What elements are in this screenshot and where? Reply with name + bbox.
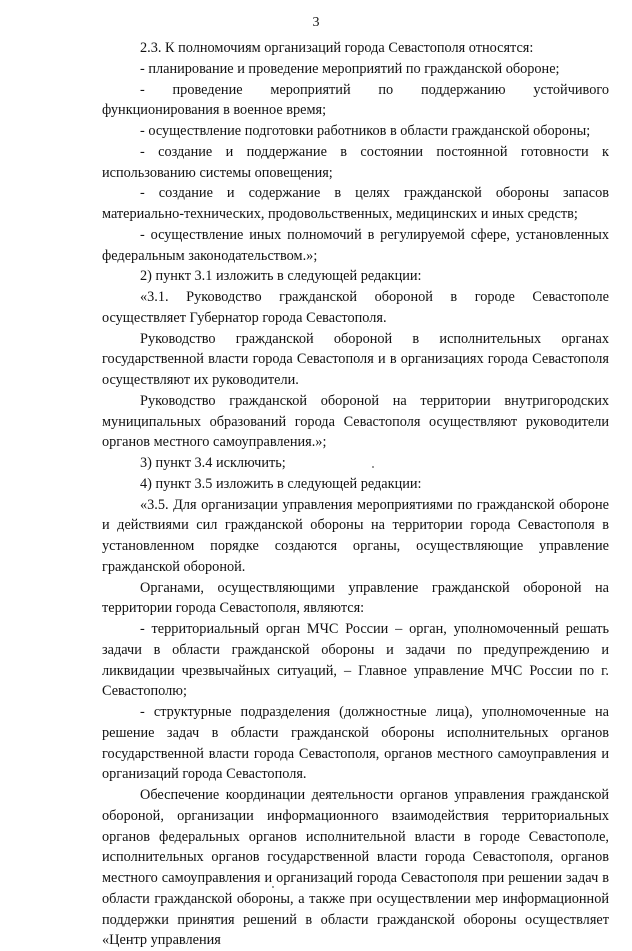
list-item-other-powers: - осуществление иных полномочий в регулируемой сфере, установленных федеральным законодательством.»; <box>102 226 609 264</box>
list-item-alert-system: - создание и поддержание в состоянии постоянной готовности к использованию системы оповещения; <box>102 143 609 181</box>
scan-speck <box>372 466 374 468</box>
list-item-structural-units: - структурные подразделения (должностные лица), уполномоченные на решение задач в области гражданской обороны исполнительных органов государственной власти города Севастополя, органов местного самоуправления и организаций города Севастополя. <box>102 704 609 783</box>
scan-speck <box>272 886 274 888</box>
paragraph-2-3-heading: 2.3. К полномочиям организаций города Севастополя относятся: <box>140 40 534 56</box>
paragraph-coordination: Обеспечение координации деятельности органов управления гражданской обороной, организации информационного взаимодействия территориальных органов федеральных органов исполнительной власти в городе Севастополе, исполнительных органов государственной власти города Севастополя, органов местного самоуправления и организаций города Севастополя при решении задач в области гражданской обороны, а также при осуществлении мер информационной поддержки принятия решений в области гражданской обороны осуществляет «Центр управления <box>102 787 609 949</box>
amendment-item-2: 2) пункт 3.1 изложить в следующей редакции: <box>140 268 422 285</box>
amendment-item-4: 4) пункт 3.5 изложить в следующей редакции: <box>140 475 422 492</box>
list-item-emercom: - территориальный орган МЧС России – орган, уполномоченный решать задачи в области гражданской обороны и задачи по предупреждению и ликвидации чрезвычайных ситуаций, – Главное управление МЧС России по г. Севастополю; <box>102 621 609 700</box>
clause-3-1: «3.1. Руководство гражданской обороной в городе Севастополе осуществляет Губернатор города Севастополя. <box>102 289 609 326</box>
clause-3-1-municipal: Руководство гражданской обороной на территории внутригородских муниципальных образований города Севастополя осуществляют руководители органов местного самоуправления.»; <box>102 392 609 451</box>
list-item-training: - осуществление подготовки работников в области гражданской обороны; <box>140 123 591 139</box>
document-body <box>102 38 609 951</box>
list-item-planning: - планирование и проведение мероприятий по гражданской обороне; <box>140 60 560 77</box>
clause-3-1-executive-bodies: Руководство гражданской обороной в исполнительных органах государственной власти города Севастополя и в организациях города Севастополя осуществляют их руководители. <box>102 330 609 388</box>
page-number: 3 <box>312 15 320 30</box>
clause-3-5-bodies-intro: Органами, осуществляющими управление гражданской обороной на территории города Севастополя, являются: <box>102 579 609 617</box>
list-item-reserves: - создание и содержание в целях гражданской обороны запасов материально-технических, продовольственных, медицинских и иных средств; <box>102 185 609 222</box>
clause-3-5: «3.5. Для организации управления мероприятиями по гражданской обороне и действиями сил гражданской обороны на территории города Севастополя в установленном порядке создаются органы, осуществляющие управление гражданской обороной. <box>102 496 609 575</box>
list-item-stability: - проведение мероприятий по поддержанию устойчивого функционирования в военное время; <box>102 81 609 119</box>
amendment-item-3: 3) пункт 3.4 исключить; <box>140 455 286 471</box>
